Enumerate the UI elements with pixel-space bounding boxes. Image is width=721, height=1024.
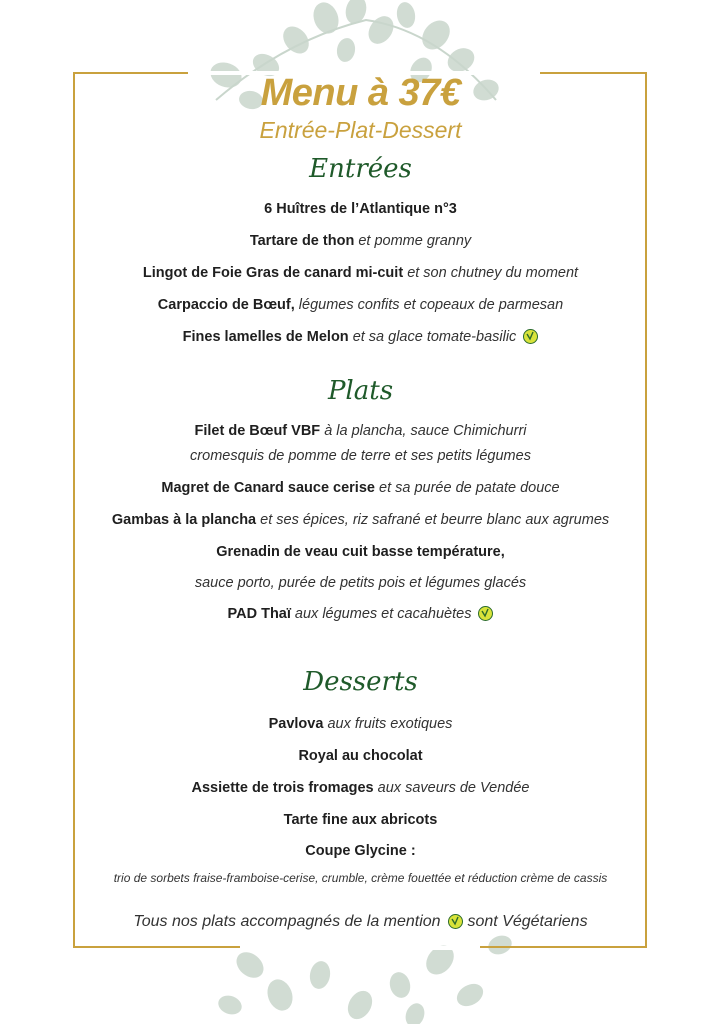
legend-text-before: Tous nos plats accompagnés de la mention bbox=[133, 913, 441, 930]
menu-item bbox=[0, 478, 721, 498]
item-name: Royal au chocolat bbox=[298, 748, 423, 764]
vegetarian-icon bbox=[448, 914, 463, 929]
item-name: Grenadin de veau cuit basse température, bbox=[216, 544, 505, 560]
item-description: aux fruits exotiques bbox=[327, 716, 453, 732]
menu-item bbox=[0, 327, 721, 347]
item-name: Magret de Canard sauce cerise bbox=[161, 480, 375, 496]
menu-item-continuation bbox=[0, 446, 721, 466]
item-description: légumes confits et copeaux de parmesan bbox=[298, 297, 564, 313]
item-name: PAD Thaï bbox=[227, 606, 291, 622]
section-title-plats: Plats bbox=[327, 376, 394, 406]
item-description: aux légumes et cacahuètes bbox=[294, 606, 472, 622]
item-name: 6 Huîtres de l’Atlantique n°3 bbox=[264, 201, 457, 217]
menu-item bbox=[0, 746, 721, 766]
item-name: Tarte fine aux abricots bbox=[283, 812, 438, 828]
menu-item bbox=[0, 510, 721, 530]
item-description: et sa purée de patate douce bbox=[379, 480, 560, 496]
frame-gap-bottom bbox=[240, 946, 480, 950]
menu-item bbox=[0, 231, 721, 251]
menu-item bbox=[0, 778, 721, 798]
menu-title: Menu à 37€ bbox=[260, 72, 461, 114]
menu-item-continuation bbox=[0, 573, 721, 593]
menu-item-continuation bbox=[0, 868, 721, 888]
item-description: et ses épices, riz safrané et beurre blanc aux agrumes bbox=[260, 512, 610, 528]
menu-item bbox=[0, 714, 721, 734]
menu-item bbox=[0, 199, 721, 219]
item-name: Coupe Glycine : bbox=[305, 843, 416, 859]
item-name: Tartare de thon bbox=[249, 233, 355, 249]
section-title-desserts: Desserts bbox=[303, 667, 418, 697]
menu-item bbox=[0, 263, 721, 283]
legend-text-after: sont Végétariens bbox=[467, 913, 588, 930]
item-name: Gambas à la plancha bbox=[111, 512, 257, 528]
item-name: Pavlova bbox=[268, 716, 324, 732]
vegetarian-icon bbox=[523, 329, 538, 344]
item-description: et son chutney du moment bbox=[407, 265, 579, 281]
item-name: Carpaccio de Bœuf, bbox=[157, 297, 295, 313]
item-name: Lingot de Foie Gras de canard mi-cuit bbox=[142, 265, 404, 281]
menu-item bbox=[0, 421, 721, 441]
item-name: Assiette de trois fromages bbox=[191, 780, 374, 796]
item-description: sauce porto, purée de petits pois et légumes glacés bbox=[194, 575, 527, 591]
item-description: à la plancha, sauce Chimichurri bbox=[324, 423, 527, 439]
menu-item bbox=[0, 810, 721, 830]
menu-item bbox=[0, 542, 721, 562]
menu-subtitle: Entrée-Plat-Dessert bbox=[259, 117, 462, 143]
item-description: cromesquis de pomme de terre et ses petits légumes bbox=[190, 448, 531, 464]
menu-item bbox=[0, 841, 721, 861]
item-description: et pomme granny bbox=[358, 233, 472, 249]
menu-item bbox=[0, 295, 721, 315]
section-title-entrees: Entrées bbox=[309, 154, 412, 184]
vegetarian-legend bbox=[0, 913, 721, 931]
item-name: Fines lamelles de Melon bbox=[182, 329, 349, 345]
item-description: aux saveurs de Vendée bbox=[377, 780, 530, 796]
item-name: Filet de Bœuf VBF bbox=[194, 423, 321, 439]
menu-item bbox=[0, 604, 721, 624]
vegetarian-icon bbox=[478, 606, 493, 621]
item-description: et sa glace tomate-basilic bbox=[352, 329, 517, 345]
item-description: trio de sorbets fraise-framboise-cerise, crumble, crème fouettée et réduction crème de cassis bbox=[113, 871, 608, 885]
